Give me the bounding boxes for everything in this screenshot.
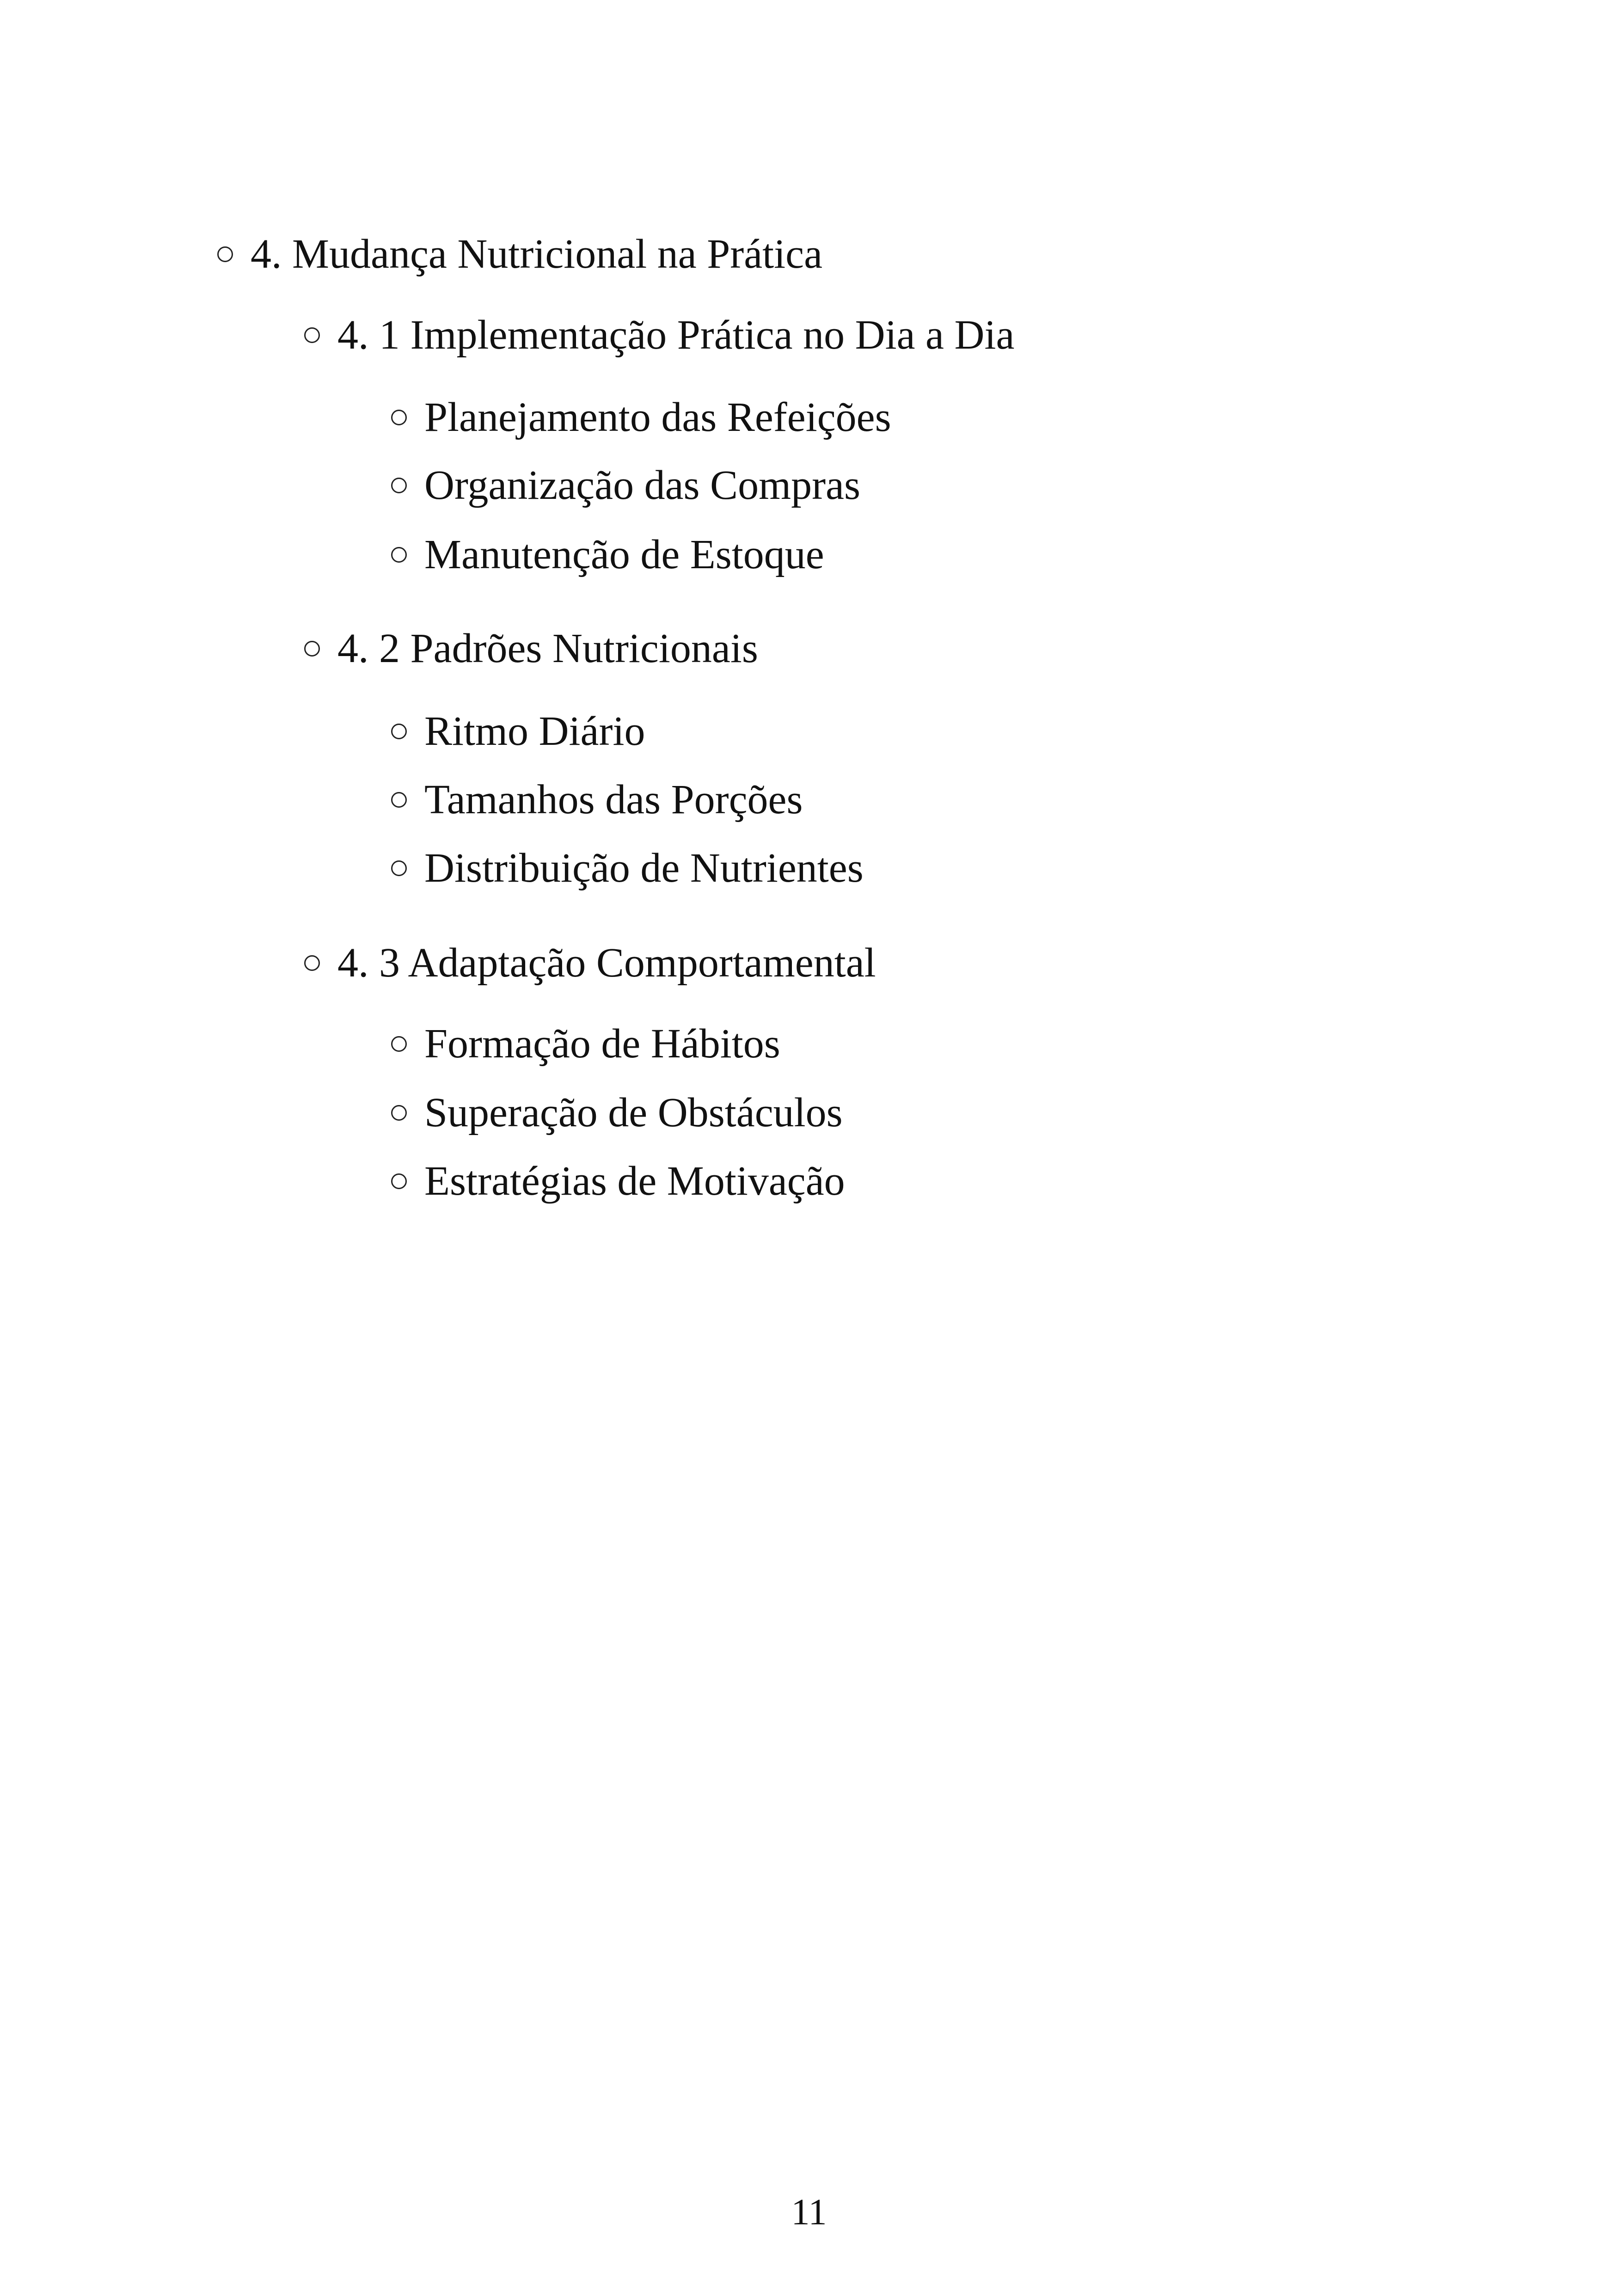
hollow-circle-bullet-icon — [391, 547, 407, 563]
hollow-circle-bullet-icon — [304, 955, 320, 971]
outline-subsection-heading — [304, 621, 758, 676]
hollow-circle-bullet-icon — [391, 724, 407, 739]
list-item-label: Superação de Obstáculos — [424, 1090, 843, 1136]
outline-list-item — [391, 1016, 780, 1072]
list-item-label: Distribuição de Nutrientes — [424, 845, 864, 891]
outline-list-item — [391, 1154, 845, 1209]
hollow-circle-bullet-icon — [391, 1036, 407, 1052]
outline-list-item — [391, 772, 803, 828]
page-number: 11 — [791, 2192, 827, 2233]
outline-subsection-heading — [304, 307, 1014, 363]
hollow-circle-bullet-icon — [217, 246, 233, 262]
subsection-label: 4. 3 Adaptação Comportamental — [337, 940, 876, 986]
hollow-circle-bullet-icon — [391, 1105, 407, 1121]
outline-list-item — [391, 704, 645, 759]
subsection-label: 4. 2 Padrões Nutricionais — [337, 626, 758, 671]
list-item-label: Estratégias de Motivação — [424, 1158, 845, 1204]
hollow-circle-bullet-icon — [304, 641, 320, 657]
list-item-label: Tamanhos das Porções — [424, 777, 803, 823]
hollow-circle-bullet-icon — [391, 478, 407, 493]
list-item-label: Organização das Compras — [424, 462, 861, 508]
list-item-label: Formação de Hábitos — [424, 1021, 780, 1067]
hollow-circle-bullet-icon — [391, 410, 407, 425]
hollow-circle-bullet-icon — [391, 1173, 407, 1189]
list-item-label: Manutenção de Estoque — [424, 532, 824, 577]
outline-section-heading — [217, 227, 822, 282]
outline-list-item — [391, 527, 824, 583]
outline-list-item — [391, 1085, 843, 1141]
hollow-circle-bullet-icon — [391, 860, 407, 876]
section-label: 4. Mudança Nutricional na Prática — [251, 231, 823, 277]
outline-list-item — [391, 841, 864, 896]
outline-list-item — [391, 390, 891, 445]
list-item-label: Ritmo Diário — [424, 708, 645, 754]
hollow-circle-bullet-icon — [304, 327, 320, 343]
hollow-circle-bullet-icon — [391, 792, 407, 808]
outline-subsection-heading — [304, 935, 876, 991]
outline-list-item — [391, 458, 860, 513]
list-item-label: Planejamento das Refeições — [424, 394, 891, 440]
subsection-label: 4. 1 Implementação Prática no Dia a Dia — [337, 312, 1015, 358]
